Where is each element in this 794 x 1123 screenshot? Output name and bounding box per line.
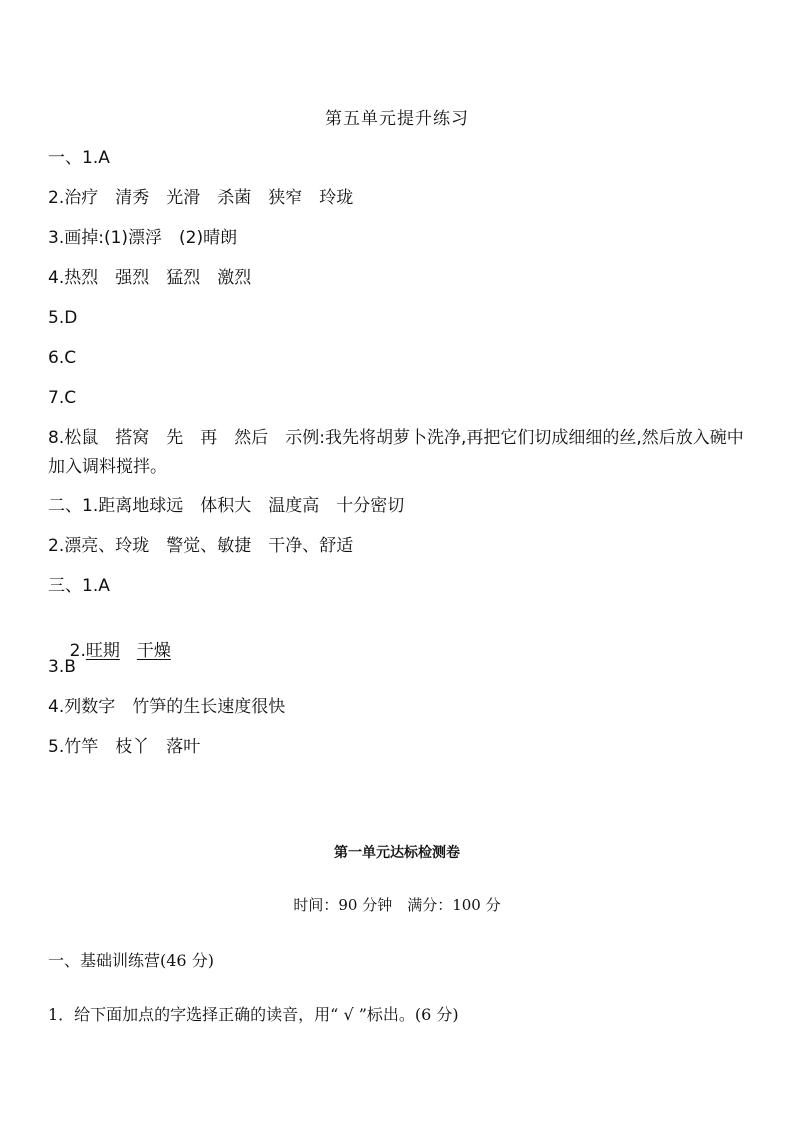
answer-number: 2. [69, 641, 86, 661]
answer-line: 3.画掉:(1)漂浮 (2)晴朗 [48, 228, 238, 248]
answer-line: 2.治疗 清秀 光滑 杀菌 狭窄 玲珑 [48, 188, 354, 208]
answer-line: 4.热烈 强烈 猛烈 激烈 [48, 268, 252, 288]
answer-line: 5.竹竿 枝丫 落叶 [48, 737, 201, 757]
answer-line: 一、1.A [48, 148, 110, 168]
answer-line: 三、1.A [48, 576, 110, 596]
answer-line: 二、1.距离地球远 体积大 温度高 十分密切 [48, 496, 405, 516]
answers-title: 第五单元提升练习 [325, 109, 469, 129]
answer-line: 3.B [48, 657, 76, 677]
answer-line: 2.漂亮、玲珑 警觉、敏捷 干净、舒适 [48, 536, 354, 556]
test-meta: 时间：90 分钟 满分：100 分 [293, 896, 501, 914]
underlined-word: 旺期 [85, 641, 120, 661]
answer-line: 4.列数字 竹笋的生长速度很快 [48, 697, 286, 717]
answer-line: 5.D [48, 308, 78, 328]
question-text: 1．给下面加点的字选择正确的读音，用“ √ ”标出。(6 分) [48, 1005, 459, 1024]
answer-line: 6.C [48, 348, 77, 368]
test-title: 第一单元达标检测卷 [334, 845, 460, 861]
section-heading: 一、基础训练营(46 分) [48, 951, 214, 970]
answer-line: 8.松鼠 搭窝 先 再 然后 示例:我先将胡萝卜洗净,再把它们切成细细的丝,然后放入碗中加入调料搅拌。 [48, 428, 744, 477]
underlined-word: 干燥 [136, 641, 171, 661]
answer-line: 7.C [48, 388, 77, 408]
